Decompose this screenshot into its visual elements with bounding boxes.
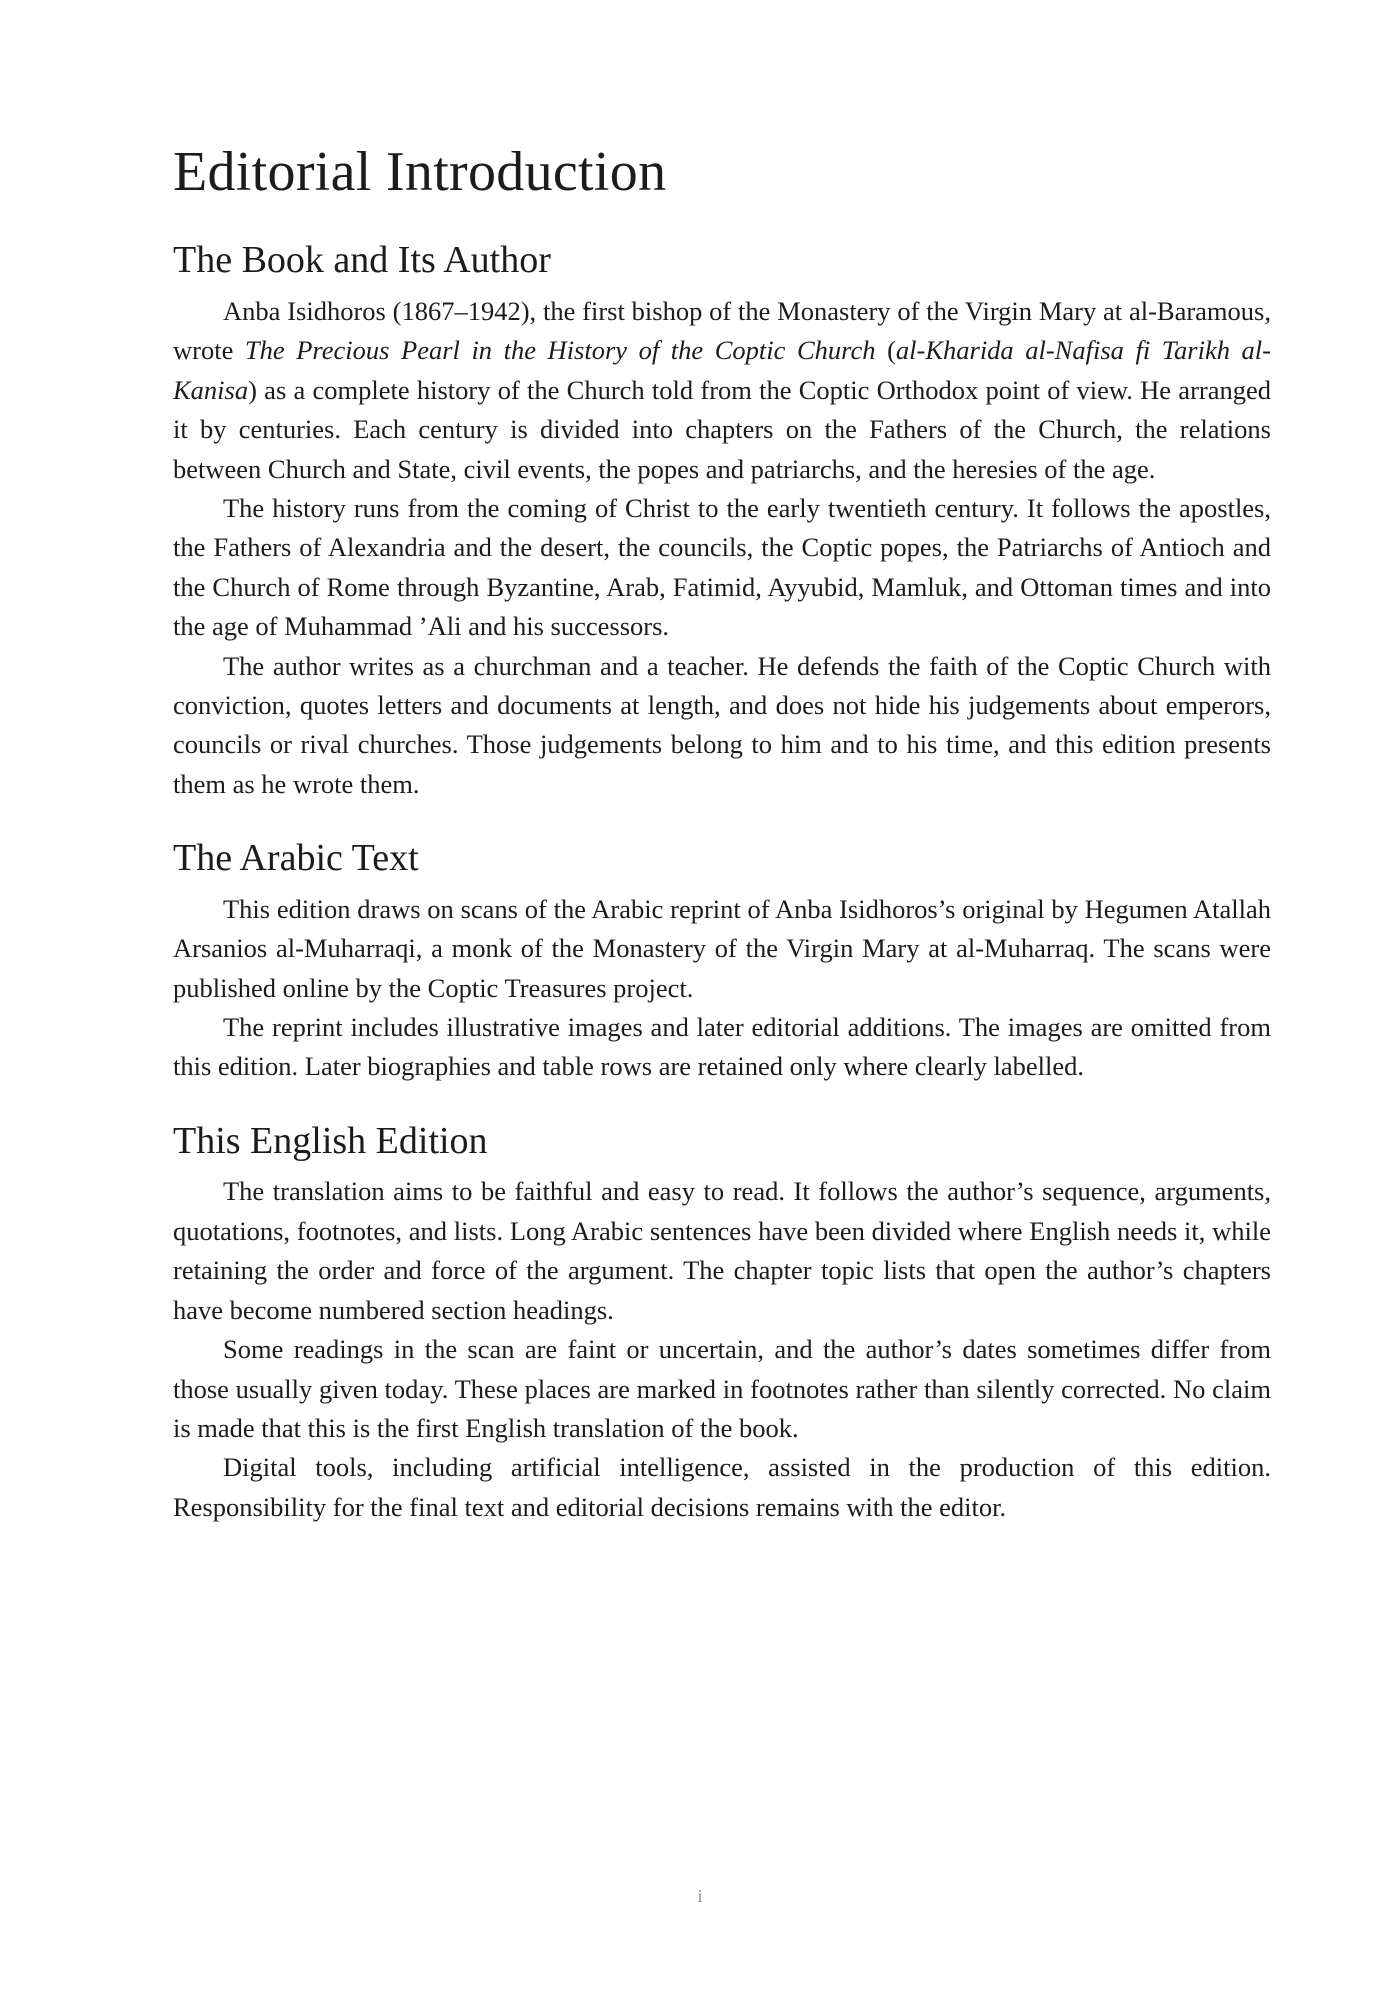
- section-book-and-author: [173, 238, 1271, 804]
- section-english-edition: [173, 1119, 1271, 1527]
- page-title: Editorial Introduction: [173, 141, 667, 203]
- paragraph: Some readings in the scan are faint or uncertain, and the author’s dates sometimes differ from those usually given today. These places are marked in footnotes rather than silently corrected. No claim is made that this is the first English translation of the book.: [173, 1334, 1271, 1443]
- page-number: i: [697, 1886, 703, 1906]
- section-arabic-text: [173, 836, 1271, 1087]
- section-body: [173, 1172, 1271, 1527]
- paragraph: The translation aims to be faithful and easy to read. It follows the author’s sequence, arguments, quotations, footnotes, and lists. Long Arabic sentences have been divided where English needs it, while retaining the order and force of the argument. The chapter topic lists that open the author’s chapters have become numbered section headings.: [173, 1176, 1271, 1325]
- paragraph: The history runs from the coming of Christ to the early twentieth century. It follows the apostles, the Fathers of Alexandria and the desert, the councils, the Coptic popes, the Patriarchs of Antioch and the Church of Rome through Byzantine, Arab, Fatimid, Ayyubid, Mamluk, and Ottoman times and into the age of Muhammad ’Ali and his successors.: [173, 493, 1271, 642]
- paragraph: The author writes as a churchman and a teacher. He defends the faith of the Coptic Church with conviction, quotes letters and documents at length, and does not hide his judgements about emperors, councils or rival churches. Those judgements belong to him and to his time, and this edition presents them as he wrote them.: [173, 650, 1271, 799]
- paragraph: This edition draws on scans of the Arabic reprint of Anba Isidhoros’s original by Hegumen Atallah Arsanios al-Muharraqi, a monk of the Monastery of the Virgin Mary at al-Muharraq. The scans were published online by the Coptic Treasures project.: [173, 893, 1271, 1003]
- text-run: (: [875, 335, 896, 366]
- document-page: [173, 140, 1271, 1527]
- paragraph: The reprint includes illustrative images and later editorial additions. The images are omitted from this edition. Later biographies and table rows are retained only where clearly labelled.: [173, 1012, 1271, 1082]
- paragraph: [173, 292, 1271, 489]
- text-run: ) as a complete history of the Church told from the Coptic Orthodox point of view. He arranged it by centuries. Each century is divided into chapters on the Fathers of the Church, the relations between Church and State, civil events, the popes and patriarchs, and the heresies of the age.: [173, 374, 1271, 484]
- paragraph: Digital tools, including artificial intelligence, assisted in the production of this edition. Responsibility for the final text and editorial decisions remains with the editor.: [173, 1452, 1271, 1522]
- section-heading: The Arabic Text: [173, 837, 419, 880]
- section-heading: This English Edition: [173, 1119, 488, 1162]
- book-title-transliterated: al-Kharida al-Nafisa fi Tarikh al-Kanisa: [173, 335, 1271, 405]
- section-body: [173, 890, 1271, 1087]
- section-heading: The Book and Its Author: [173, 239, 551, 282]
- text-run: Anba Isidhoros (1867–1942), the first bishop of the Monastery of the Virgin Mary at al-Baramous, wrote: [173, 295, 1271, 366]
- book-title-english: The Precious Pearl in the History of the Coptic Church: [244, 335, 876, 366]
- section-body: [173, 292, 1271, 804]
